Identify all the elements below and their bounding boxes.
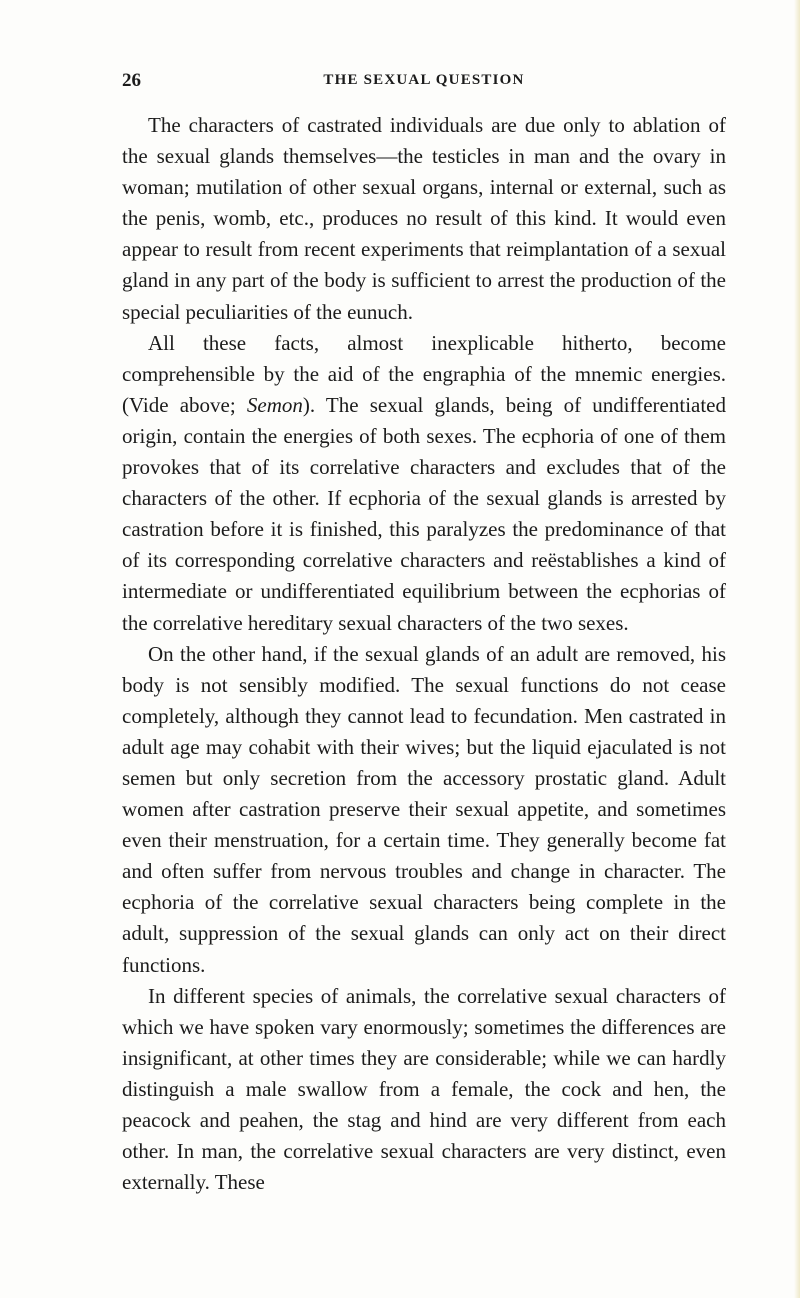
page-edge — [794, 0, 800, 1298]
paragraph-castration-ablation: The characters of castrated individuals are due only to ablation of the sexual glands themselves—the testicles in man and the ovary in woman; mutilation of other sexual organs, internal or external, such as the penis, womb, etc., produces no result of this kind. It would even appear to result from recent experiments that reimplantation of a sexual gland in any part of the body is sufficient to arrest the production of the special peculiarities of the eunuch. — [122, 113, 726, 324]
body-text — [122, 110, 726, 1198]
paragraph-mnemic-energies — [122, 328, 726, 639]
paragraph-text-before: All these facts, almost inexplicable hitherto, become comprehensible by the aid of the engraphia of the mnemic energies. (Vide above; — [122, 330, 726, 417]
paragraph-text-after: ). The sexual glands, being of undifferentiated origin, contain the energies of both sexes. The ecphoria of one of them provokes that of its correlative characters and excludes that of the characters of the other. If ecphoria of the sexual glands is arrested by castration before it is finished, this paralyzes the predominance of that of its corresponding correlative characters and reëstablishes a kind of intermediate or undifferentiated equilibrium between the ecphorias of the correlative hereditary sexual characters of the two sexes. — [122, 392, 727, 635]
page-header — [122, 70, 726, 98]
page-number: 26 — [122, 70, 141, 91]
citation-semon: Semon — [246, 392, 303, 417]
paragraph-adult-castration: On the other hand, if the sexual glands of an adult are removed, his body is not sensibly modified. The sexual functions do not cease completely, although they cannot lead to fecundation. Men castrated in adult age may cohabit with their wives; but the liquid ejaculated is not semen but only secretion from the accessory prostatic gland. Adult women after castration preserve their sexual appetite, and sometimes even their menstruation, for a certain time. They generally become fat and often suffer from nervous troubles and change in character. The ecphoria of the correlative sexual characters being complete in the adult, suppression of the sexual glands can only act on their direct functions. — [122, 641, 726, 977]
running-title: THE SEXUAL QUESTION — [323, 72, 525, 88]
paragraph-species-differences: In different species of animals, the correlative sexual characters of which we have spoken vary enormously; sometimes the differences are insignificant, at other times they are considerable; while we can hardly distinguish a male swallow from a female, the cock and hen, the peacock and peahen, the stag and hind are very different from each other. In man, the correlative sexual characters are very distinct, even externally. These — [122, 983, 726, 1195]
